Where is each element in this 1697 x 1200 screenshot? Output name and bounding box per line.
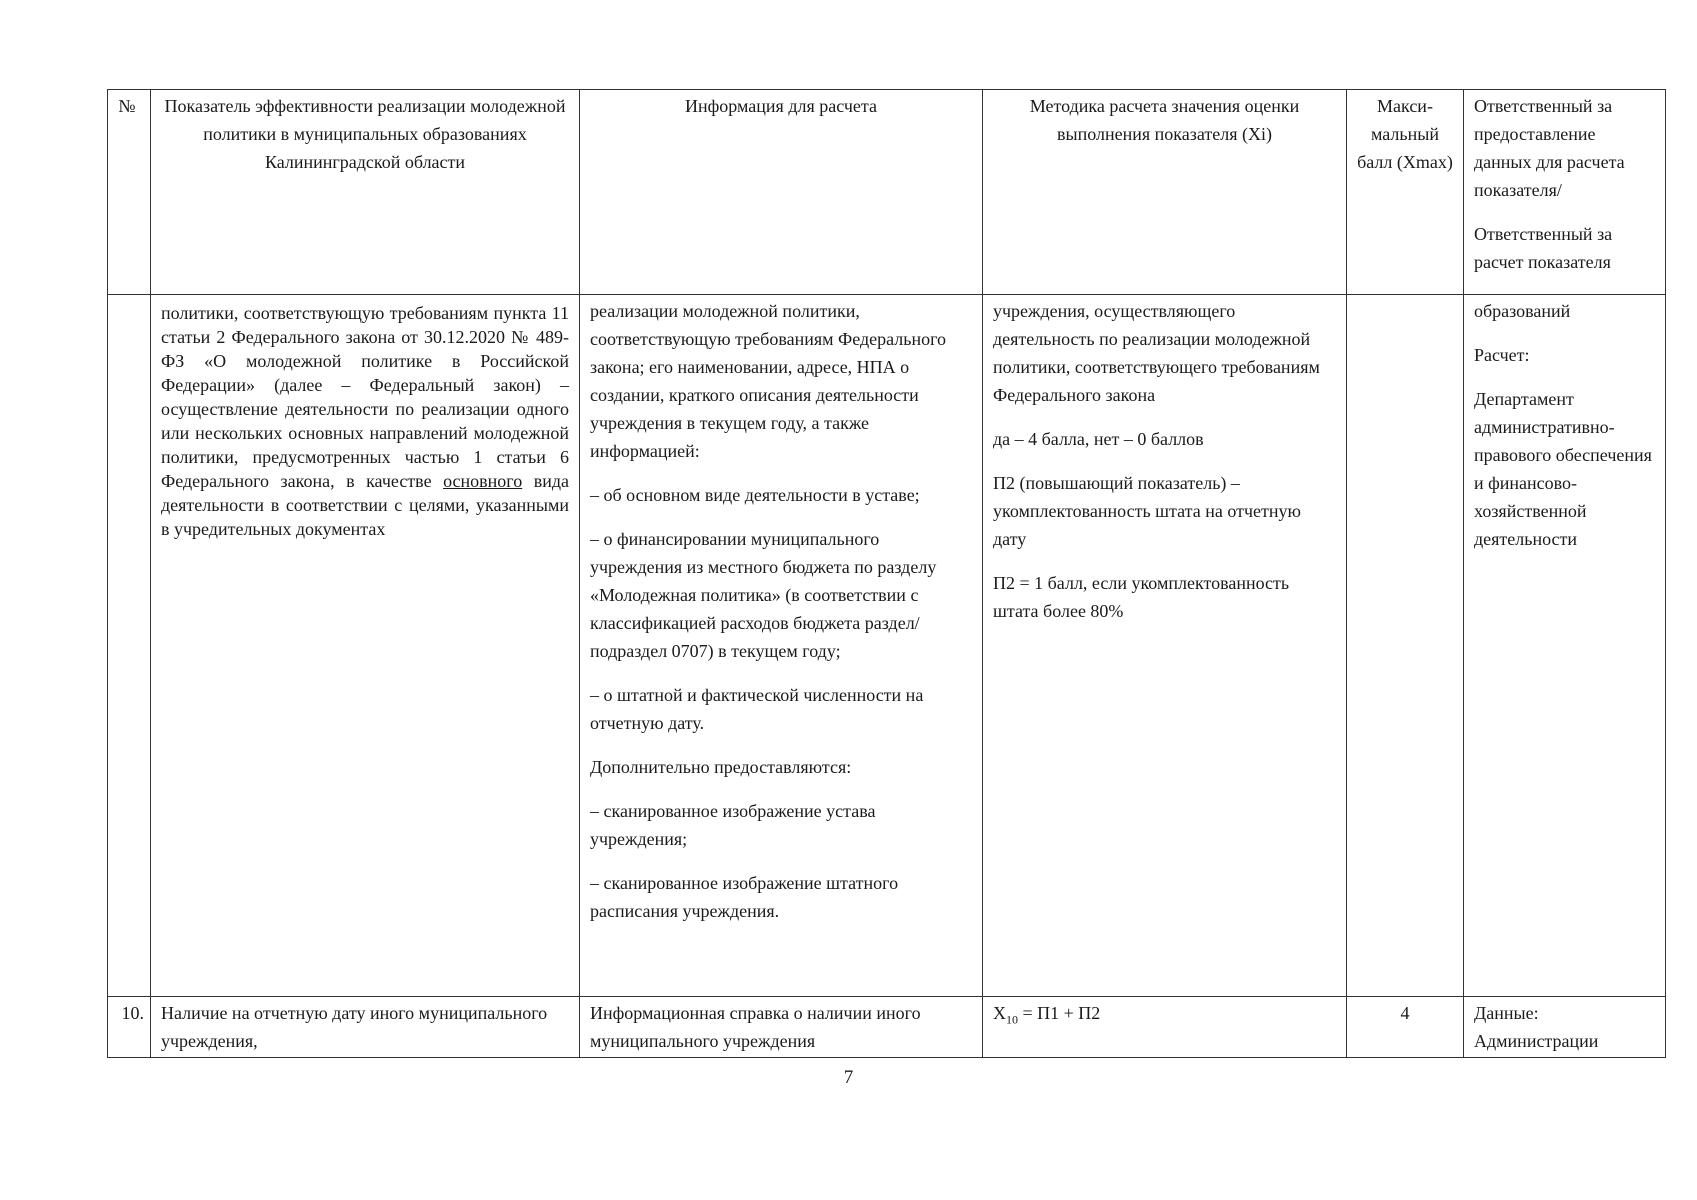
table-header-row	[108, 90, 1666, 295]
info-paragraph: – сканированное изображение устава учреждения;	[590, 801, 876, 849]
row-indicator: Наличие на отчетную дату иного муниципального учреждения,	[151, 997, 580, 1058]
header-method: Методика расчета значения оценки выполнения показателя (Xi)	[983, 90, 1347, 295]
responsible-paragraph: образований	[1474, 301, 1571, 321]
method-paragraph: П2 (повышающий показатель) – укомплектованность штата на отчетную дату	[993, 473, 1301, 549]
row-num: 10.	[108, 997, 151, 1058]
row-method	[983, 997, 1347, 1058]
indicator-text-underlined: основного	[443, 471, 523, 491]
row-responsible	[1464, 295, 1666, 997]
info-paragraph: – об основном виде деятельности в уставе;	[590, 485, 920, 505]
header-indicator: Показатель эффективности реализации молодежной политики в муниципальных образованиях Калининградской области	[151, 90, 580, 295]
row-info: Информационная справка о наличии иного муниципального учреждения	[580, 997, 983, 1058]
row-method	[983, 295, 1347, 997]
row-info	[580, 295, 983, 997]
info-paragraph: – о штатной и фактической численности на отчетную дату.	[590, 685, 924, 733]
page-number: 7	[843, 1067, 854, 1088]
row-responsible: Данные: Администрации	[1464, 997, 1666, 1058]
header-info: Информация для расчета	[580, 90, 983, 295]
method-paragraph: учреждения, осуществляющего деятельность по реализации молодежной политики, соответствующего требованиям Федерального закона	[993, 301, 1320, 405]
info-paragraph: – о финансировании муниципального учреждения из местного бюджета по разделу «Молодежная политика» (в соответствии с классификацией расходов бюджета раздел/подраздел 0707) в текущем году;	[590, 529, 937, 661]
indicator-text-part-2: вида деятельности в соответствии с целями, указанными в учредительных документах	[161, 471, 570, 539]
row-max: 4	[1347, 997, 1464, 1058]
row-max	[1347, 295, 1464, 997]
indicator-text	[161, 301, 569, 541]
method-formula-base: X	[993, 1003, 1006, 1023]
header-responsible-calc: Ответственный за расчет показателя	[1474, 224, 1613, 272]
header-num: №	[108, 90, 151, 295]
table-row	[108, 295, 1666, 997]
method-formula-subscript: 10	[1006, 1012, 1018, 1027]
row-indicator	[151, 295, 580, 997]
table-row	[108, 997, 1666, 1058]
responsible-paragraph: Расчет:	[1474, 345, 1530, 365]
row-num	[108, 295, 151, 997]
method-paragraph: П2 = 1 балл, если укомплектованность штата более 80%	[993, 573, 1290, 621]
header-max: Макси-мальный балл (Xmax)	[1347, 90, 1464, 295]
info-paragraph: реализации молодежной политики, соответствующую требованиям Федерального закона; его наименовании, адресе, НПА о создании, краткого описания деятельности учреждения в текущем году, а также информацией:	[590, 301, 947, 461]
header-responsible-data: Ответственный за предоставление данных для расчета показателя/	[1474, 96, 1625, 200]
header-responsible	[1464, 90, 1666, 295]
indicator-text-part-1: политики, соответствующую требованиям пункта 11 статьи 2 Федерального закона от 30.12.2020 № 489-ФЗ «О молодежной политике в Российской Федерации» (далее – Федеральный закон) – осуществление деятельности по реализации одного или нескольких основных направлений молодежной политики, предусмотренных частью 1 статьи 6 Федерального закона, в качестве	[161, 303, 569, 491]
indicator-table	[107, 89, 1666, 1058]
info-paragraph: – сканированное изображение штатного расписания учреждения.	[590, 873, 899, 921]
responsible-paragraph: Департамент административно-правового обеспечения и финансово-хозяйственной деятельности	[1474, 389, 1652, 549]
method-formula-rest: = П1 + П2	[1018, 1003, 1101, 1023]
info-paragraph: Дополнительно предоставляются:	[590, 757, 852, 777]
method-paragraph: да – 4 балла, нет – 0 баллов	[993, 429, 1204, 449]
